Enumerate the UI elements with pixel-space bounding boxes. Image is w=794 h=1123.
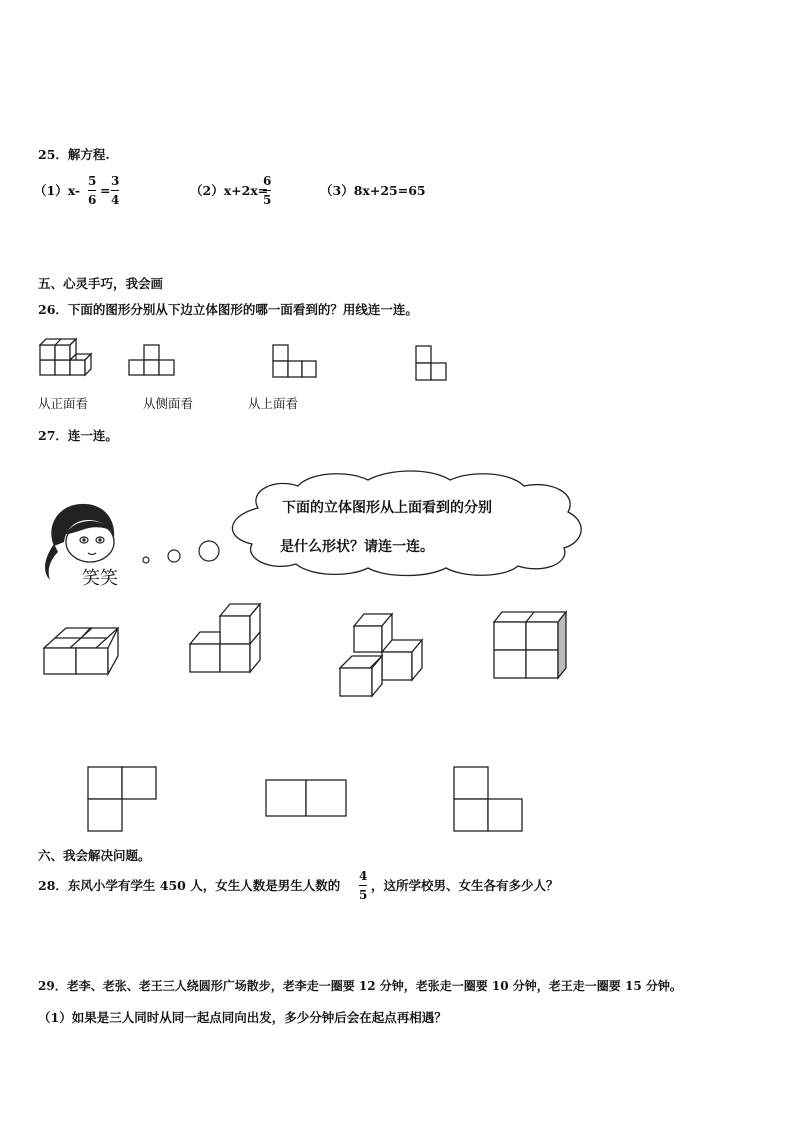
character-name: 笑笑 — [82, 568, 118, 589]
q27-view-3 — [452, 765, 526, 833]
q27-solid-1 — [40, 618, 124, 676]
q27-solid-2 — [186, 600, 266, 676]
bubble-line-2: 是什么形状？请连一连。 — [280, 539, 434, 555]
q27-view-2 — [264, 778, 348, 818]
fraction-numerator: 4 — [359, 869, 368, 883]
q26-top-view — [271, 343, 319, 379]
q26-solid-figure — [38, 336, 102, 378]
q25-eq1-equals: = — [100, 183, 111, 198]
q29-sub1: （1）如果是三人同时从同一起点同向出发，多少分钟后会在起点再相遇？ — [38, 1010, 447, 1025]
q28-fraction — [359, 869, 367, 902]
q25-eq2-prefix: （2）x+2x= — [190, 183, 269, 198]
fraction-denominator: 6 — [88, 193, 97, 207]
q28-text-after: ，这所学校男、女生各有多少人？ — [371, 878, 559, 893]
q29-title: 29．老李、老张、老王三人绕圆形广场散步，老李走一圈要 12 分钟，老张走一圈要 10 分钟，老王走一圈要 15 分钟。 — [38, 979, 682, 993]
section6-title: 六、我会解决问题。 — [38, 848, 151, 863]
q27-view-1 — [86, 765, 158, 833]
q28-text-before: 28．东风小学有学生 450 人，女生人数是男生人数的 — [38, 878, 341, 893]
q25-title: 25．解方程. — [38, 147, 110, 162]
fraction-numerator: 3 — [111, 174, 120, 188]
q26-front-view — [413, 343, 449, 383]
q26-title: 26．下面的图形分别从下边立体图形的哪一面看到的？用线连一连。 — [38, 302, 418, 317]
fraction-denominator: 5 — [263, 193, 272, 207]
fraction-denominator: 5 — [359, 888, 368, 902]
q27-solid-3 — [338, 610, 430, 698]
q25-eq2-fraction — [263, 174, 271, 207]
fraction-denominator: 4 — [111, 193, 120, 207]
q27-solid-4 — [490, 608, 570, 682]
q26-label-front: 从正面看 — [38, 396, 89, 411]
thought-cloud — [218, 468, 593, 578]
thought-dots — [138, 538, 224, 568]
q25-eq1-fraction-b — [111, 174, 119, 207]
q26-label-top: 从上面看 — [248, 396, 299, 411]
fraction-numerator: 6 — [263, 174, 272, 188]
q25-eq1-prefix: （1）x- — [34, 183, 81, 198]
q27-title: 27．连一连。 — [38, 428, 118, 443]
fraction-numerator: 5 — [88, 174, 97, 188]
q25-eq3: （3）8x+25=65 — [320, 183, 426, 198]
section5-title: 五、心灵手巧，我会画 — [38, 276, 164, 291]
q26-label-side: 从侧面看 — [143, 396, 194, 411]
q26-side-view — [128, 343, 176, 377]
bubble-line-1: 下面的立体图形从上面看到的分别 — [282, 500, 492, 516]
q25-eq1-fraction-a — [88, 174, 96, 207]
